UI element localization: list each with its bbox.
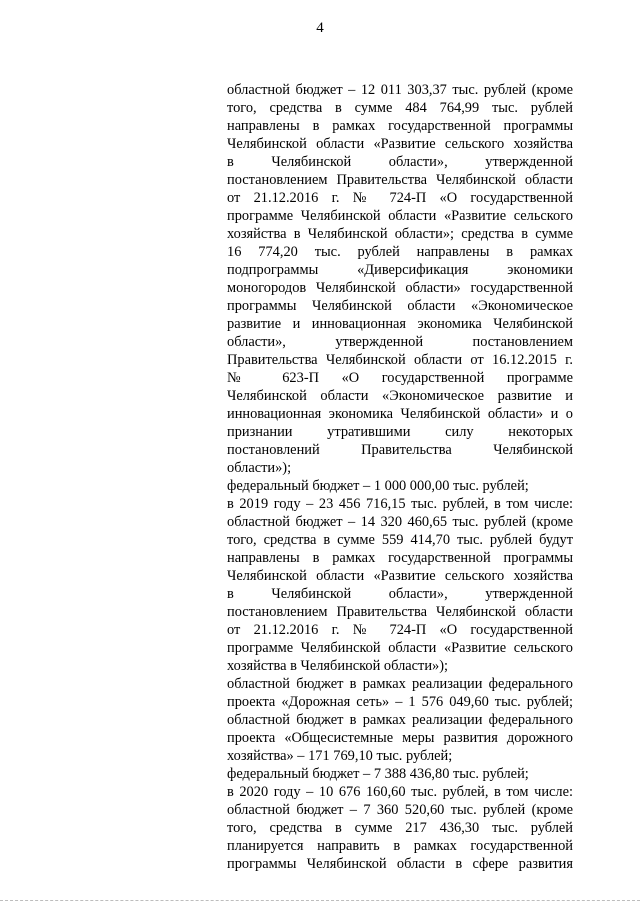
text-line: планируется направить в рамках государственной [227, 838, 573, 854]
text-line: постановлением Правительства Челябинской области [227, 604, 573, 620]
text-line: в 2020 году – 10 676 160,60 тыс. рублей, в том числе: [227, 784, 573, 800]
text-line: федеральный бюджет – 7 388 436,80 тыс. рублей; [227, 766, 529, 782]
text-line: области»); [227, 460, 292, 476]
text-line: программе Челябинской области «Развитие сельского [227, 640, 573, 656]
text-line: проекта «Общесистемные меры развития дорожного [227, 730, 573, 746]
text-line: хозяйства» – 171 769,10 тыс. рублей; [227, 748, 453, 764]
text-line: областной бюджет в рамках реализации федерального [227, 712, 573, 728]
page-number: 4 [316, 20, 324, 36]
text-line: того, средства в сумме 559 414,70 тыс. рублей будут [227, 532, 573, 548]
text-line: направлены в рамках государственной программы [227, 118, 573, 134]
text-line: от 21.12.2016 г. № 724-П «О государственной [227, 622, 573, 638]
text-line: того, средства в сумме 484 764,99 тыс. рублей [227, 100, 573, 116]
text-line: в Челябинской области», утвержденной [227, 154, 573, 170]
text-line: инновационная экономика Челябинской области» и о [227, 406, 573, 422]
text-line: в Челябинской области», утвержденной [227, 586, 573, 602]
text-line: моногородов Челябинской области» государственной [227, 280, 573, 296]
text-line: программе Челябинской области «Развитие сельского [227, 208, 573, 224]
text-line: областной бюджет в рамках реализации федерального [227, 676, 573, 692]
text-line: областной бюджет – 7 360 520,60 тыс. рублей (кроме [227, 802, 573, 818]
text-line: в 2019 году – 23 456 716,15 тыс. рублей, в том числе: [227, 496, 573, 512]
text-line: направлены в рамках государственной программы [227, 550, 573, 566]
text-line: Челябинской области «Экономическое развитие и [227, 388, 573, 404]
text-line: хозяйства в Челябинской области»); [227, 658, 449, 674]
text-line: постановлением Правительства Челябинской области [227, 172, 573, 188]
text-line: признании утратившими силу некоторых [227, 424, 573, 440]
page-bottom-rule [0, 900, 640, 902]
text-line: Правительства Челябинской области от 16.12.2015 г. [227, 352, 573, 368]
text-line: областной бюджет – 14 320 460,65 тыс. рублей (кроме [227, 514, 573, 530]
text-line: федеральный бюджет – 1 000 000,00 тыс. рублей; [227, 478, 529, 494]
text-line: того, средства в сумме 217 436,30 тыс. рублей [227, 820, 573, 836]
text-line: 16 774,20 тыс. рублей направлены в рамках [227, 244, 573, 260]
text-line: развитие и инновационная экономика Челябинской [227, 316, 573, 332]
text-line: постановлений Правительства Челябинской [227, 442, 573, 458]
text-line: Челябинской области «Развитие сельского хозяйства [227, 136, 573, 152]
text-line: программы Челябинской области «Экономическое [227, 298, 573, 314]
text-line: областной бюджет – 12 011 303,37 тыс. рублей (кроме [227, 82, 573, 98]
text-line: Челябинской области «Развитие сельского хозяйства [227, 568, 573, 584]
text-line: области», утвержденной постановлением [227, 334, 573, 350]
text-line: подпрограммы «Диверсификация экономики [227, 262, 573, 278]
text-line: проекта «Дорожная сеть» – 1 576 049,60 тыс. рублей; [227, 694, 573, 710]
text-line: от 21.12.2016 г. № 724-П «О государственной [227, 190, 573, 206]
text-line: № 623-П «О государственной программе [227, 370, 573, 386]
text-line: хозяйства в Челябинской области»; средства в сумме [227, 226, 573, 242]
document-body [227, 81, 573, 873]
text-line: программы Челябинской области в сфере развития [227, 856, 573, 872]
